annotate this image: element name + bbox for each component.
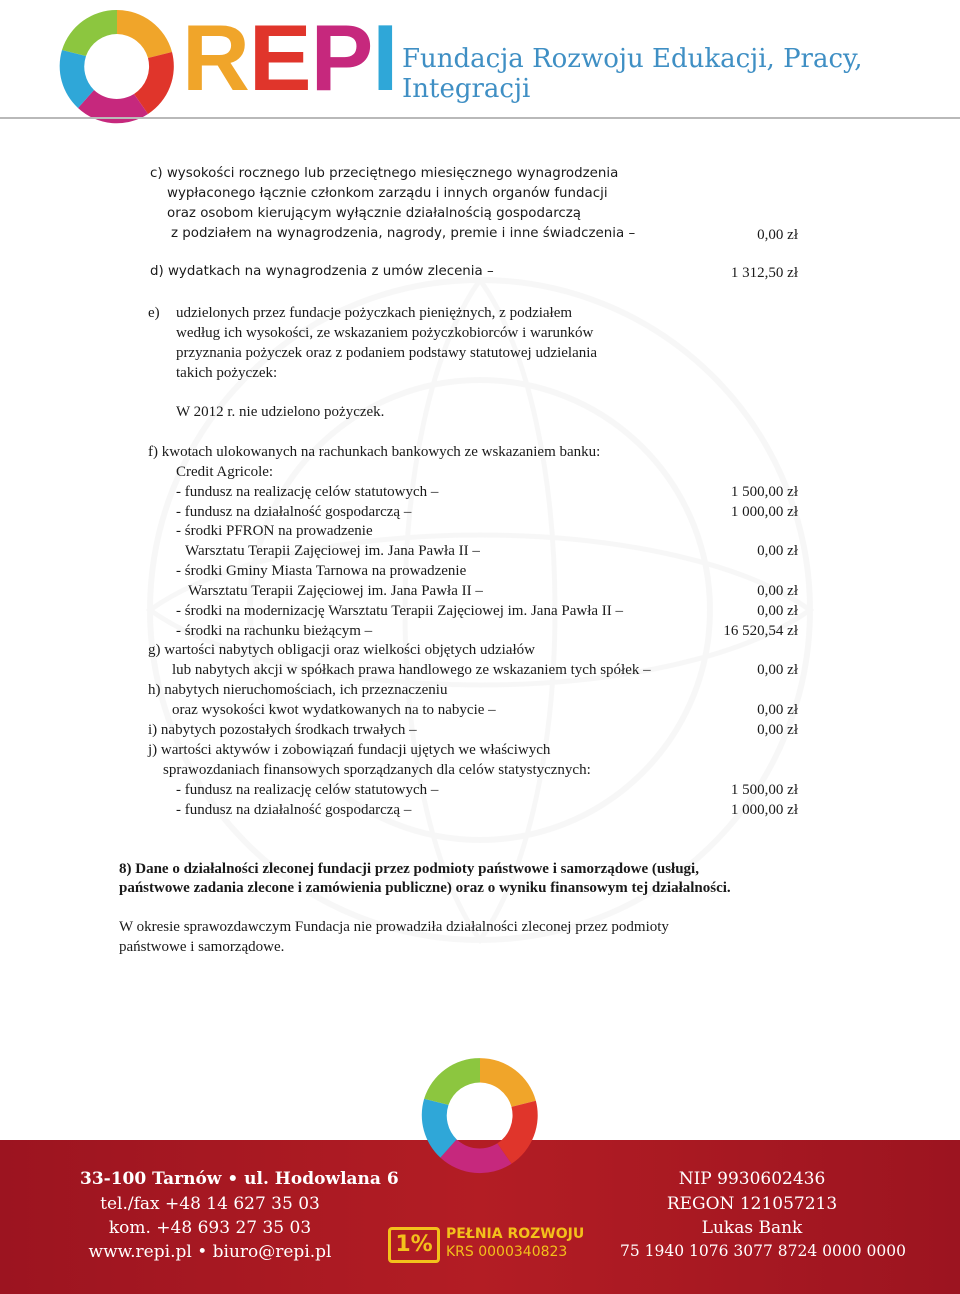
section-c-amount: 0,00 zł — [757, 227, 798, 243]
section-f-row-amount: 0,00 zł — [757, 583, 798, 599]
one-percent-badge: 1% — [388, 1227, 440, 1263]
footer-web-email[interactable]: www.repi.pl • biuro@repi.pl — [88, 1242, 332, 1262]
repi-logo-wordmark: REPI — [182, 5, 398, 110]
section-j-row-text: - fundusz na realizację celów statutowych – — [176, 782, 439, 798]
section-j-line1: j) wartości aktywów i zobowiązań fundacji ujętych we właściwych — [148, 742, 551, 758]
page-header — [0, 0, 960, 132]
section-f-row-text: - środki na rachunku bieżącym – — [176, 623, 373, 639]
section-c-line1: c) wysokości rocznego lub przeciętnego miesięcznego wynagrodzenia — [150, 166, 619, 181]
section-e-note: W 2012 r. nie udzielono pożyczek. — [176, 404, 385, 420]
footer-regon: REGON 121057213 — [666, 1194, 838, 1214]
section-c-line3: oraz osobom kierującym wyłącznie działalnością gospodarczą — [167, 206, 582, 221]
section-f-title: f) kwotach ulokowanych na rachunkach bankowych ze wskazaniem banku: — [148, 444, 601, 460]
section-j-line2: sprawozdaniach finansowych sporządzanych dla celów statystycznych: — [163, 762, 591, 778]
section-c-line4: z podziałem na wynagrodzenia, nagrody, premie i inne świadczenia – — [171, 226, 636, 241]
section-h-line2: oraz wysokości kwot wydatkowanych na to nabycie – — [172, 702, 496, 718]
section-8-heading-line2: państwowe zadania zlecone i zamówienia publiczne) oraz o wyniku finansowym tej działalności. — [119, 880, 731, 896]
footer-nip: NIP 9930602436 — [678, 1169, 826, 1189]
section-d-amount: 1 312,50 zł — [730, 265, 798, 281]
foundation-tagline: Fundacja Rozwoju Edukacji, Pracy, Integracji — [402, 44, 863, 104]
section-g-line1: g) wartości nabytych obligacji oraz wielkości objętych udziałów — [148, 642, 535, 658]
section-8-body-line2: państwowe i samorządowe. — [119, 939, 285, 955]
section-e-line2: według ich wysokości, ze wskazaniem pożyczkobiorców i warunków — [176, 325, 594, 341]
section-f-bank: Credit Agricole: — [176, 464, 274, 480]
section-i-text: i) nabytych pozostałych środkach trwałych – — [148, 722, 417, 738]
repi-footer-logo-icon — [414, 1050, 546, 1182]
section-j-row-amount: 1 000,00 zł — [730, 802, 798, 818]
section-e-line4: takich pożyczek: — [176, 365, 278, 381]
section-j-row-text: - fundusz na działalność gospodarczą – — [176, 802, 412, 818]
section-i-amount: 0,00 zł — [757, 722, 798, 738]
footer-account: 75 1940 1076 3077 8724 0000 0000 — [620, 1242, 906, 1260]
section-8-body-line1: W okresie sprawozdawczym Fundacja nie prowadziła działalności zleconej przez podmioty — [119, 919, 669, 935]
section-8-heading-line1: 8) Dane o działalności zleconej fundacji przez podmioty państwowe i samorządowe (usługi, — [119, 861, 699, 877]
section-j-row-amount: 1 500,00 zł — [730, 782, 798, 798]
footer-mobile: kom. +48 693 27 35 03 — [108, 1218, 312, 1238]
section-h-amount: 0,00 zł — [757, 702, 798, 718]
section-f-row-amount: 16 520,54 zł — [723, 623, 798, 639]
section-f-row-amount: 1 000,00 zł — [730, 504, 798, 520]
section-h-line1: h) nabytych nieruchomościach, ich przeznaczeniu — [148, 682, 448, 698]
footer-bank: Lukas Bank — [701, 1218, 803, 1238]
section-f-row-text: - fundusz na działalność gospodarczą – — [176, 504, 412, 520]
section-d-text: d) wydatkach na wynagrodzenia z umów zlecenia – — [150, 264, 494, 279]
repi-logo-icon — [52, 2, 182, 132]
footer-telfax: tel./fax +48 14 627 35 03 — [100, 1194, 320, 1214]
section-g-line2: lub nabytych akcji w spółkach prawa handlowego ze wskazaniem tych spółek – — [172, 662, 651, 678]
header-divider — [0, 117, 960, 119]
section-f-row-amount: 0,00 zł — [757, 603, 798, 619]
krs-number: KRS 0000340823 — [446, 1244, 568, 1260]
section-f-row-text: - środki na modernizację Warsztatu Terapii Zajęciowej im. Jana Pawła II – — [176, 603, 624, 619]
section-f-row-amount: 1 500,00 zł — [730, 484, 798, 500]
section-g-amount: 0,00 zł — [757, 662, 798, 678]
section-f-row-text: Warsztatu Terapii Zajęciowej im. Jana Pawła II – — [185, 543, 480, 559]
section-c-line2: wypłaconego łącznie członkom zarządu i innych organów fundacji — [167, 186, 608, 201]
section-f-row-text: - środki Gminy Miasta Tarnowa na prowadzenie — [176, 563, 467, 579]
section-f-row-amount: 0,00 zł — [757, 543, 798, 559]
section-f-row-text: - środki PFRON na prowadzenie — [176, 523, 373, 539]
footer-address: 33-100 Tarnów • ul. Hodowlana 6 — [80, 1169, 399, 1189]
pelnia-rozwoju-label: PEŁNIA ROZWOJU — [446, 1226, 585, 1242]
section-e-line3: przyznania pożyczek oraz z podaniem podstawy statutowej udzielania — [176, 345, 598, 361]
section-e-line1: udzielonych przez fundacje pożyczkach pieniężnych, z podziałem — [176, 305, 573, 321]
section-f-row-text: - fundusz na realizację celów statutowych – — [176, 484, 439, 500]
section-f-row-text: Warsztatu Terapii Zajęciowej im. Jana Pawła II – — [188, 583, 483, 599]
section-e-label: e) — [148, 305, 160, 321]
